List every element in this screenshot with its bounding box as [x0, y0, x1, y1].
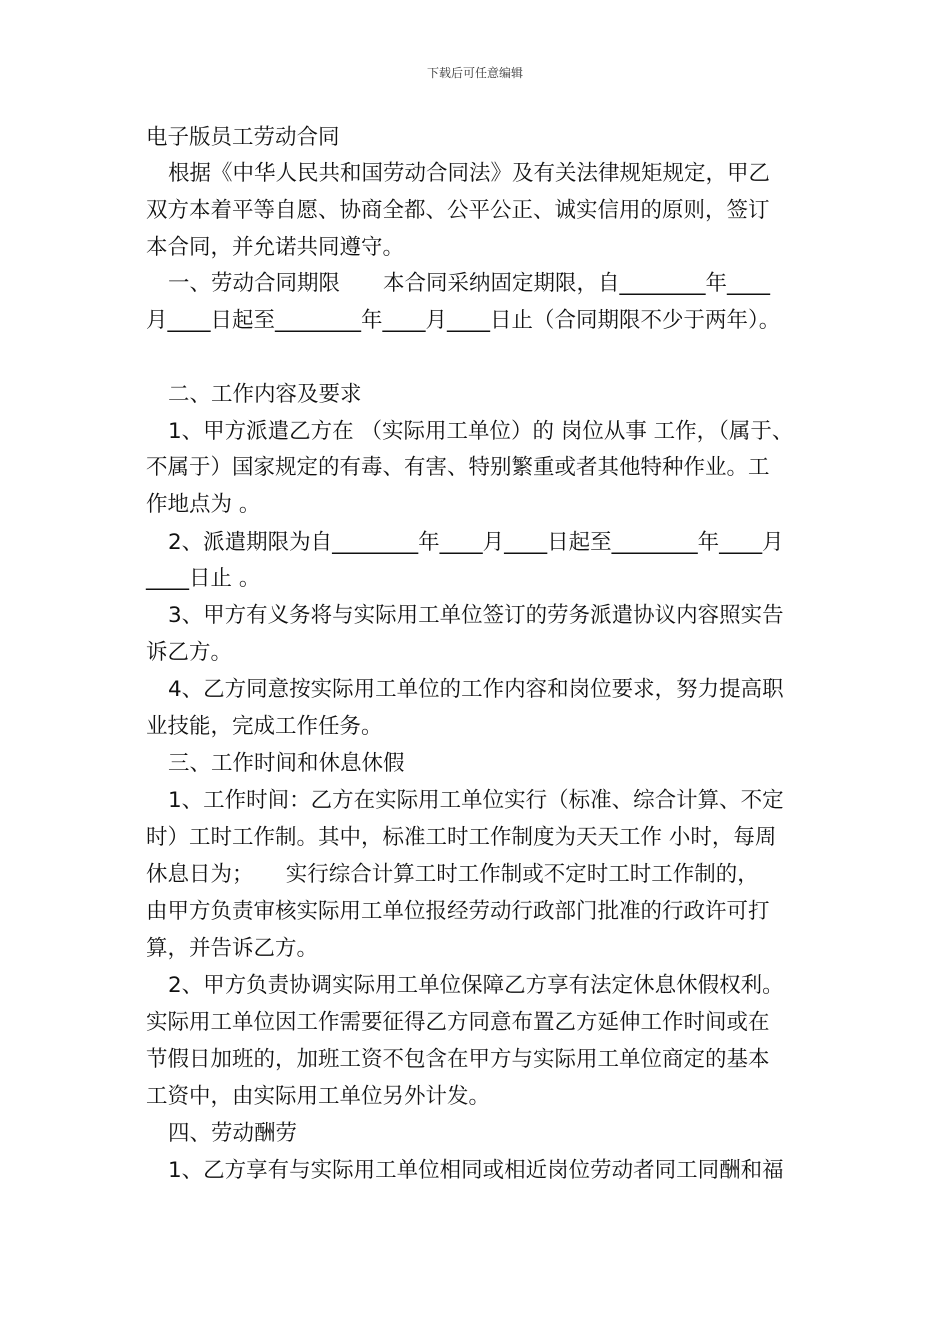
- paragraph-line: 月____日起至________年____月____日止（合同期限不少于两年）。: [146, 308, 781, 333]
- paragraph-line: 作地点为 。: [146, 492, 261, 517]
- paragraph-line: 2、甲方负责协调实际用工单位保障乙方享有法定休息休假权利。: [168, 973, 784, 998]
- paragraph-line: 1、工作时间：乙方在实际用工单位实行（标准、综合计算、不定: [168, 788, 784, 813]
- paragraph-line: 由甲方负责审核实际用工单位报经劳动行政部门批准的行政许可打: [146, 899, 770, 924]
- paragraph-line: 算，并告诉乙方。: [146, 936, 319, 961]
- paragraph-line: 节假日加班的，加班工资不包含在甲方与实际用工单位商定的基本: [146, 1047, 770, 1072]
- paragraph-line: ____日止 。: [146, 566, 261, 591]
- section-heading: 三、工作时间和休息休假: [168, 751, 405, 776]
- section-heading: 四、劳动酬劳: [168, 1121, 298, 1146]
- paragraph-line: 4、乙方同意按实际用工单位的工作内容和岗位要求，努力提高职: [168, 677, 784, 702]
- paragraph-line: 工资中，由实际用工单位另外计发。: [146, 1084, 491, 1109]
- paragraph-line: 1、甲方派遣乙方在 （实际用工单位）的 岗位从事 工作，（属于、: [168, 419, 794, 444]
- section-heading: 一、劳动合同期限 本合同采纳固定期限，自________年____: [168, 271, 771, 296]
- paragraph-line: 3、甲方有义务将与实际用工单位签订的劳务派遣协议内容照实告: [168, 603, 784, 628]
- section-heading: 二、工作内容及要求: [168, 382, 362, 407]
- paragraph-line: 2、派遣期限为自________年____月____日起至________年____月: [168, 530, 784, 555]
- paragraph-line: 1、乙方享有与实际用工单位相同或相近岗位劳动者同工同酬和福: [168, 1158, 784, 1183]
- paragraph-line: 本合同，并允诺共同遵守。: [146, 235, 405, 260]
- paragraph-line: 根据《中华人民共和国劳动合同法》及有关法律规矩规定，甲乙: [168, 161, 771, 186]
- paragraph-line: 休息日为； 实行综合计算工时工作制或不定时工时工作制的，: [146, 862, 759, 887]
- paragraph-line: 业技能，完成工作任务。: [146, 714, 383, 739]
- paragraph-line: 实际用工单位因工作需要征得乙方同意布置乙方延伸工作时间或在: [146, 1010, 770, 1035]
- paragraph-line: 双方本着平等自愿、协商全都、公平公正、诚实信用的原则，签订: [146, 198, 770, 223]
- document-title: 电子版员工劳动合同: [146, 125, 340, 150]
- page-header: 下载后可任意编辑: [426, 66, 523, 80]
- paragraph-line: 不属于）国家规定的有毒、有害、特别繁重或者其他特种作业。工: [146, 455, 770, 480]
- paragraph-line: 诉乙方。: [146, 640, 233, 665]
- paragraph-line: 时）工时工作制。其中，标准工时工作制度为天天工作 小时，每周: [146, 825, 777, 850]
